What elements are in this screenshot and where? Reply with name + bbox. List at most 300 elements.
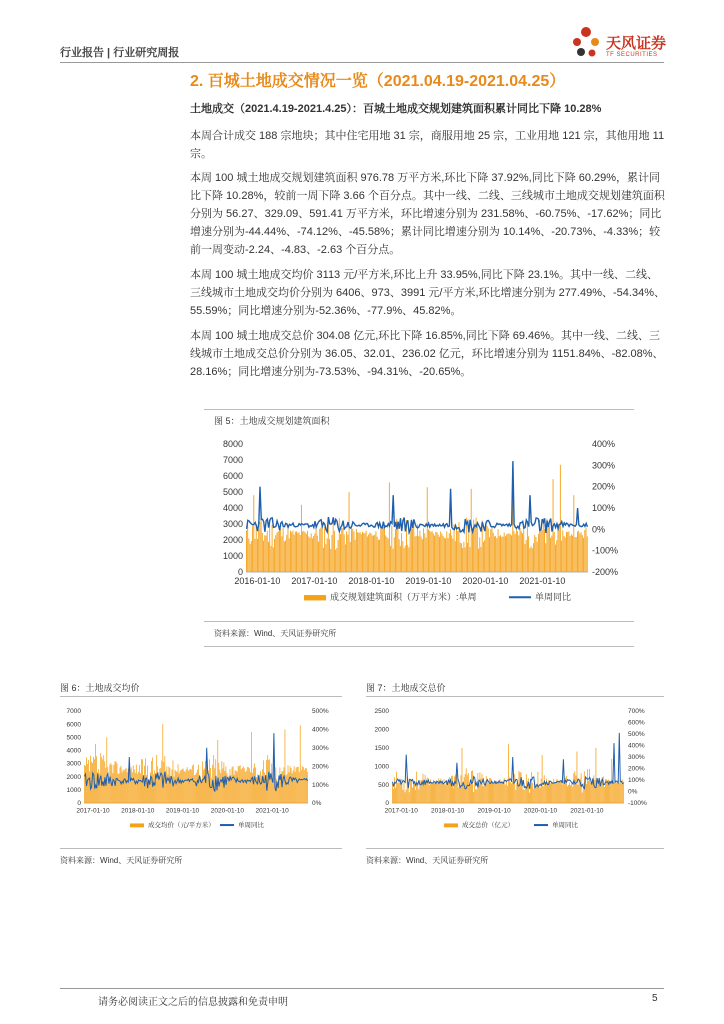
- bar: [300, 725, 301, 803]
- bar: [482, 774, 483, 803]
- bar: [303, 531, 304, 572]
- bar: [339, 518, 340, 572]
- bar: [122, 772, 123, 803]
- bar: [258, 530, 259, 572]
- bar: [119, 774, 120, 803]
- bar: [529, 793, 530, 803]
- bar: [579, 534, 580, 572]
- bar: [408, 788, 409, 803]
- bar: [475, 789, 476, 803]
- bar: [120, 767, 121, 803]
- bar: [169, 767, 170, 803]
- y-right-tick-label: -200%: [592, 567, 619, 577]
- bar: [204, 768, 205, 803]
- bar: [404, 781, 405, 803]
- bar: [123, 770, 124, 803]
- bar: [164, 756, 165, 803]
- y-left-tick-label: 0: [77, 800, 81, 808]
- bar: [340, 534, 341, 572]
- header-report-type: 行业报告 | 行业研究周报: [60, 47, 180, 59]
- bar: [463, 784, 464, 803]
- bar: [170, 768, 171, 803]
- y-left-tick-label: 1000: [374, 763, 389, 771]
- y-left-tick-label: 3000: [66, 760, 81, 768]
- bar: [249, 768, 250, 803]
- bar: [581, 532, 582, 572]
- bar: [532, 783, 533, 803]
- bar: [412, 788, 413, 803]
- bar: [341, 528, 342, 572]
- bar: [500, 535, 501, 572]
- bar: [413, 526, 414, 572]
- bar: [113, 773, 114, 803]
- bar: [188, 771, 189, 803]
- figure-5-title: 图 5：土地成交规划建筑面积: [214, 416, 330, 426]
- bar: [484, 540, 485, 572]
- bar: [292, 531, 293, 572]
- bar: [613, 782, 614, 803]
- bar: [338, 540, 339, 572]
- bar: [399, 780, 400, 803]
- bar: [457, 779, 458, 803]
- y-left-tick-label: 3000: [222, 519, 243, 529]
- bar: [149, 783, 150, 803]
- bar: [289, 772, 290, 803]
- bar: [362, 532, 363, 572]
- bar: [396, 772, 397, 803]
- legend-bar-label: 成交均价（元/平方米）: [148, 822, 215, 829]
- bar: [551, 782, 552, 803]
- bar: [459, 789, 460, 803]
- bar: [448, 782, 449, 803]
- bar: [558, 781, 559, 803]
- bar: [474, 526, 475, 572]
- bar: [559, 782, 560, 803]
- bar: [415, 536, 416, 572]
- x-tick-label: 2017-01-10: [384, 807, 418, 815]
- bar: [358, 533, 359, 572]
- bar: [410, 779, 411, 803]
- bar: [422, 539, 423, 572]
- bar: [620, 779, 621, 803]
- bar: [490, 529, 491, 572]
- bar: [263, 541, 264, 572]
- bar: [515, 534, 516, 572]
- bar: [237, 772, 238, 803]
- bar: [508, 744, 509, 803]
- bar: [270, 776, 271, 803]
- bar: [571, 782, 572, 803]
- bar: [404, 548, 405, 572]
- bar: [492, 526, 493, 572]
- bar: [213, 755, 214, 803]
- bar: [233, 766, 234, 803]
- x-tick-label: 2019-01-10: [405, 576, 452, 586]
- bar: [88, 760, 89, 803]
- bar: [527, 521, 528, 572]
- bar: [570, 785, 571, 803]
- bar: [436, 783, 437, 803]
- bar: [405, 792, 406, 803]
- bar: [507, 786, 508, 803]
- bar: [193, 764, 194, 803]
- bar: [284, 541, 285, 572]
- bar: [403, 790, 404, 803]
- y-right-tick-label: 400%: [628, 742, 645, 750]
- bar: [138, 772, 139, 803]
- bar: [134, 769, 135, 803]
- bar: [297, 767, 298, 803]
- bar: [222, 768, 223, 803]
- bar: [458, 788, 459, 803]
- bar: [248, 767, 249, 803]
- bar: [537, 542, 538, 572]
- bar: [584, 530, 585, 572]
- bar: [350, 542, 351, 572]
- bar: [536, 786, 537, 803]
- bar: [555, 545, 556, 572]
- bar: [393, 789, 394, 803]
- bar: [480, 772, 481, 803]
- bar: [457, 531, 458, 572]
- bar: [489, 537, 490, 572]
- logo-text-en: TF SECURITIES: [606, 52, 658, 58]
- bar: [307, 531, 308, 572]
- bar: [311, 534, 312, 572]
- figure-6-source: 资料来源：Wind、天风证券研究所: [60, 856, 183, 865]
- bar: [279, 530, 280, 572]
- bar: [424, 533, 425, 572]
- bar: [280, 529, 281, 572]
- bar: [439, 537, 440, 572]
- bar: [395, 788, 396, 803]
- bar: [178, 764, 179, 803]
- bar: [425, 775, 426, 803]
- bar: [539, 787, 540, 803]
- bar: [531, 546, 532, 572]
- bar: [407, 545, 408, 572]
- bar: [579, 779, 580, 803]
- bar: [516, 528, 517, 572]
- bar: [251, 541, 252, 572]
- bar: [302, 531, 303, 572]
- figure-7-top-rule: [366, 696, 664, 697]
- bar: [551, 536, 552, 572]
- bar: [567, 532, 568, 572]
- bar: [575, 776, 576, 803]
- bar: [253, 495, 254, 572]
- x-tick-label: 2017-01-10: [76, 807, 110, 815]
- bar: [270, 546, 271, 572]
- figure-6-chart: [60, 703, 342, 843]
- bar: [461, 775, 462, 803]
- bar: [581, 773, 582, 803]
- bar: [360, 532, 361, 572]
- figure-7-title: 图 7：土地成交总价: [366, 683, 446, 693]
- bar: [336, 548, 337, 572]
- bar: [499, 536, 500, 572]
- bar: [610, 781, 611, 803]
- bar: [439, 781, 440, 803]
- bar: [545, 543, 546, 572]
- bar: [462, 748, 463, 803]
- bar: [264, 773, 265, 803]
- bar: [520, 528, 521, 572]
- bar: [174, 777, 175, 803]
- bar: [440, 532, 441, 572]
- y-right-tick-label: 200%: [592, 481, 616, 492]
- bar: [192, 766, 193, 803]
- bar: [247, 524, 248, 572]
- bar: [587, 536, 588, 572]
- bar: [481, 547, 482, 572]
- bar: [521, 531, 522, 572]
- bar: [127, 772, 128, 803]
- bar: [250, 772, 251, 803]
- bar: [560, 465, 561, 572]
- bar: [172, 770, 173, 803]
- bar: [251, 732, 252, 803]
- bar: [325, 544, 326, 572]
- bar: [244, 768, 245, 803]
- bar: [411, 779, 412, 803]
- bar: [253, 768, 254, 803]
- y-right-tick-label: 600%: [628, 719, 645, 727]
- bar: [575, 537, 576, 572]
- bar: [334, 531, 335, 572]
- y-right-tick-label: 400%: [312, 726, 329, 734]
- bar: [248, 539, 249, 572]
- bar: [335, 550, 336, 572]
- bar: [283, 527, 284, 572]
- bar: [577, 751, 578, 803]
- y-right-tick-label: 300%: [592, 460, 616, 471]
- bar: [506, 780, 507, 803]
- y-right-tick-label: -100%: [628, 800, 647, 808]
- section-title: 2. 百城土地成交情况一览（2021.04.19-2021.04.25）: [190, 73, 566, 90]
- bar: [538, 534, 539, 572]
- bar: [296, 532, 297, 572]
- bar: [591, 784, 592, 803]
- bar: [533, 789, 534, 803]
- bar: [559, 524, 560, 572]
- bar: [158, 776, 159, 803]
- bar: [562, 784, 563, 803]
- bar: [291, 768, 292, 803]
- bar: [125, 769, 126, 803]
- paragraph: 本周 100 城土地成交规划建筑面积 976.78 万平方米,环比下降 37.92%,同比下降 60.29%，累计同比下降 10.28%，较前一周下降 3.66 个百分点。其中一线、二线、三线城市土地成交规划建筑面积分别为 56.27、329.09、591.41 万平方米，环比增速分别为 231.58%、-60.75%、-17.62%；同比增速分别为-44.44%、-74.12%、-45.58%；累计同比增速分别为 10.14%、-20.73%、-4.33%；较前一周变动-2.24、-4.83、-2.63 个百分点。: [190, 172, 665, 256]
- figure-6-title: 图 6：土地成交均价: [60, 683, 140, 693]
- bar: [240, 765, 241, 803]
- bar: [180, 771, 181, 803]
- bar: [368, 535, 369, 572]
- bar: [433, 780, 434, 803]
- bar: [405, 546, 406, 572]
- y-right-tick-label: 0%: [312, 800, 322, 808]
- bar: [517, 786, 518, 803]
- bar: [432, 531, 433, 572]
- bar: [452, 539, 453, 572]
- bar: [450, 529, 451, 572]
- bar: [578, 785, 579, 803]
- bar: [454, 776, 455, 803]
- bar: [513, 531, 514, 572]
- bar: [369, 532, 370, 572]
- bar: [257, 539, 258, 572]
- y-left-tick-label: 6000: [66, 721, 81, 729]
- bar: [324, 527, 325, 572]
- figure-6-bottom-rule: [60, 848, 342, 849]
- bar: [502, 781, 503, 803]
- bar: [511, 535, 512, 572]
- bar: [106, 737, 107, 803]
- bar: [133, 765, 134, 803]
- bar: [532, 548, 533, 572]
- bar: [197, 770, 198, 803]
- bar: [198, 765, 199, 803]
- bar: [432, 783, 433, 803]
- bar: [466, 768, 467, 803]
- bar: [519, 771, 520, 803]
- bar: [342, 528, 343, 572]
- bar: [438, 535, 439, 572]
- bar: [243, 766, 244, 803]
- paragraph: 本周 100 城土地成交总价 304.08 亿元,环比下降 16.85%,同比下降 69.46%。其中一线、二线、三线城市土地成交总价分别为 36.05、32.01、236.02 亿元，环比增速分别为 1151.84%、-82.08%、28.16%；同比增速分别为-73.53%、-94.31%、-20.65%。: [190, 330, 664, 378]
- paragraph: 本周合计成交 188 宗地块；其中住宅用地 31 宗，商服用地 25 宗，工业用地 121 宗，其他用地 11 宗。: [190, 130, 665, 160]
- bar: [426, 538, 427, 572]
- bar: [586, 527, 587, 572]
- bar: [269, 523, 270, 572]
- bar: [516, 783, 517, 803]
- bar: [621, 784, 622, 803]
- bar: [507, 534, 508, 572]
- bar: [185, 772, 186, 803]
- bar: [186, 769, 187, 803]
- bar: [494, 782, 495, 803]
- bar: [444, 538, 445, 572]
- bar: [98, 769, 99, 803]
- y-left-tick-label: 2500: [374, 708, 389, 716]
- bar: [423, 774, 424, 803]
- bar: [441, 534, 442, 572]
- bar: [570, 536, 571, 572]
- bar: [301, 505, 302, 572]
- bar: [604, 787, 605, 803]
- bar: [540, 788, 541, 803]
- y-left-tick-label: 0: [385, 800, 389, 808]
- bar: [598, 782, 599, 803]
- x-tick-label: 2021-01-10: [570, 807, 604, 815]
- bar: [467, 775, 468, 803]
- bar: [448, 538, 449, 572]
- bar: [373, 536, 374, 572]
- bar: [393, 549, 394, 572]
- logo-text-cn: 天风证券: [606, 34, 667, 52]
- y-right-tick-label: 200%: [628, 765, 645, 773]
- bar: [408, 547, 409, 572]
- bar: [288, 529, 289, 572]
- bar: [314, 533, 315, 572]
- bar: [433, 533, 434, 572]
- bar: [183, 769, 184, 803]
- bar: [132, 772, 133, 803]
- bar: [476, 789, 477, 803]
- bar: [397, 526, 398, 572]
- bar: [175, 770, 176, 803]
- bar: [114, 765, 115, 803]
- bar: [576, 537, 577, 572]
- bar: [479, 537, 480, 572]
- x-tick-label: 2020-01-10: [523, 807, 558, 815]
- bar: [572, 536, 573, 572]
- bar: [269, 759, 270, 803]
- logo-flame-icon: [568, 24, 604, 60]
- bar: [392, 784, 393, 803]
- bar: [319, 529, 320, 572]
- bar: [573, 773, 574, 803]
- bar: [552, 782, 553, 803]
- bar: [356, 529, 357, 572]
- bar: [304, 770, 305, 803]
- bar: [419, 531, 420, 572]
- bar: [589, 769, 590, 803]
- bar: [564, 536, 565, 572]
- x-tick-label: 2019-01-10: [477, 807, 511, 815]
- bar: [285, 540, 286, 572]
- bar: [493, 533, 494, 572]
- bar: [374, 535, 375, 572]
- bar: [235, 770, 236, 803]
- bar: [463, 542, 464, 572]
- bar: [618, 781, 619, 803]
- bar: [303, 767, 304, 803]
- bar: [497, 781, 498, 803]
- bar: [543, 786, 544, 803]
- bar: [308, 536, 309, 572]
- bar: [264, 535, 265, 572]
- bar: [250, 544, 251, 572]
- bar: [357, 532, 358, 572]
- bar: [310, 538, 311, 572]
- bar: [353, 531, 354, 572]
- y-right-tick-label: 500%: [312, 708, 329, 716]
- figure-5-source: 资料来源：Wind、天风证券研究所: [214, 629, 337, 638]
- bar: [267, 531, 268, 572]
- bar: [139, 765, 140, 803]
- bar: [262, 769, 263, 803]
- bar: [477, 526, 478, 572]
- bar: [375, 531, 376, 572]
- legend-bar-swatch: [444, 823, 458, 827]
- bar: [352, 529, 353, 572]
- bar: [225, 771, 226, 803]
- bar: [313, 536, 314, 572]
- bar: [246, 771, 247, 803]
- bar: [302, 766, 303, 803]
- bar: [522, 533, 523, 572]
- bar: [461, 543, 462, 572]
- bar: [474, 782, 475, 803]
- legend-bar-swatch: [130, 823, 144, 827]
- bar: [524, 790, 525, 803]
- bar: [210, 768, 211, 803]
- bar: [429, 785, 430, 803]
- bar: [504, 533, 505, 572]
- bar: [510, 534, 511, 572]
- y-right-tick-label: 0%: [628, 788, 638, 796]
- bar: [472, 531, 473, 572]
- bar: [256, 524, 257, 572]
